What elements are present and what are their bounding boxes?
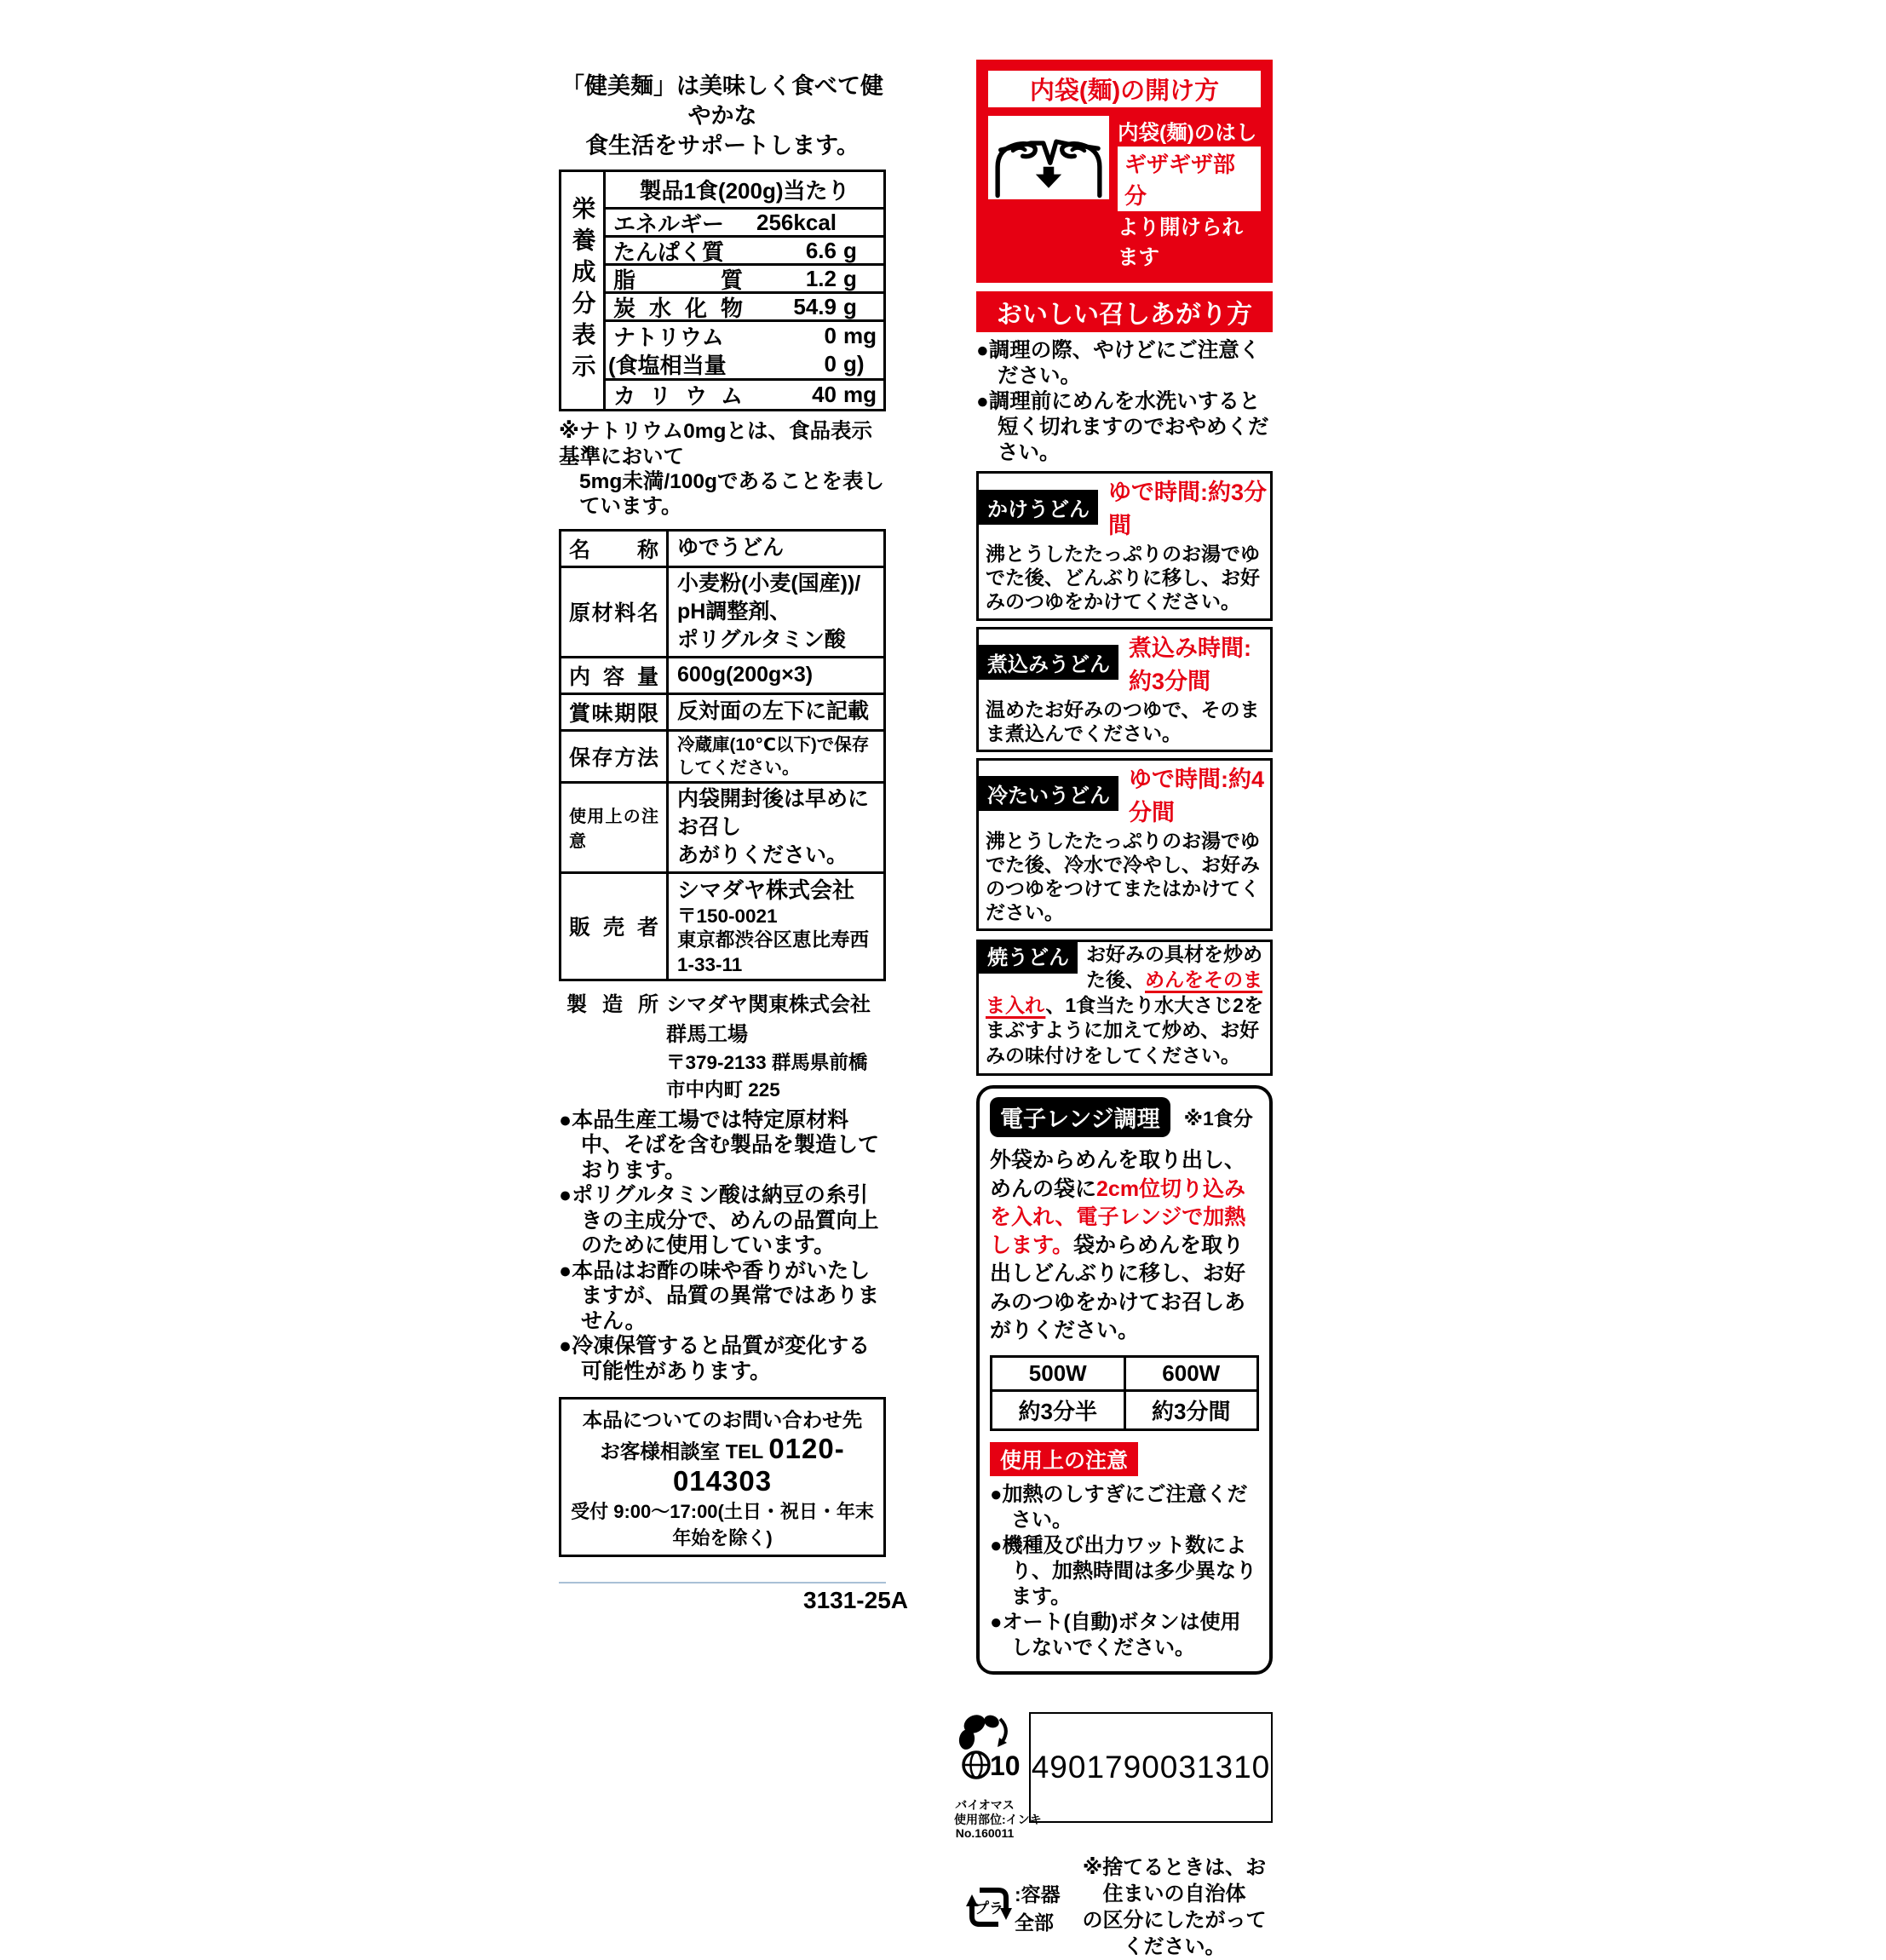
microwave-caution-red: ● オート(自動)ボタンは使用しないでください。 xyxy=(990,1610,1259,1661)
microwave-caution: ● 機種及び出力ワット数により、加熱時間は多少異なります。 xyxy=(990,1533,1259,1610)
microwave-caution: ● 加熱のしすぎにご注意ください。 xyxy=(990,1482,1259,1533)
microwave-serving-note: ※1食分 xyxy=(1183,1107,1253,1130)
heating-time: 約3分半 xyxy=(992,1391,1125,1430)
intro-line-1: 「健美麺」は美味しく食べて健やかな xyxy=(561,73,883,129)
jan-code: 4901790031310 xyxy=(1031,1750,1271,1785)
open-box-line-1: 内袋(麺)のはし xyxy=(1118,122,1257,145)
factory-info xyxy=(559,987,886,1102)
method-kake-udon xyxy=(976,471,1273,620)
biomass-number: 10 xyxy=(990,1750,1021,1781)
method-time: ゆで時間:約4分間 xyxy=(1129,766,1265,825)
open-box-line-2: より開けられます xyxy=(1118,216,1243,269)
list-item: ● 本品生産工場では特定原材料中、そばを含む製品を製造しております。 xyxy=(559,1108,886,1184)
method-name-badge: かけうどん xyxy=(979,490,1098,525)
plastic-recycle-icon xyxy=(966,1884,1012,1930)
nutrition-row-potassium: カリウム 40 mg xyxy=(613,382,877,410)
table-row-care: 使用上の注意 内袋開封後は早めにお召し あがりください。 xyxy=(561,784,883,874)
barcode-number-box xyxy=(1029,1712,1273,1823)
yaki-red-emphasis: めんをそのまま入れ xyxy=(986,968,1262,1016)
nutrition-side-label: 栄養成分表示 xyxy=(569,196,596,386)
nutrition-table xyxy=(559,170,886,411)
contact-hours: 受付 9:00〜17:00(土日・祝日・年末年始を除く) xyxy=(571,1501,874,1549)
sodium-note xyxy=(559,419,886,520)
biomass-logo-icon xyxy=(957,1712,1021,1794)
seller-name: シマダヤ株式会社 xyxy=(677,877,855,903)
microwave-instructions: 外袋からめんを取り出し、めんの袋に2cm位切り込みを入れ、電子レンジで加熱します。袋からめんを取り出しどんぶりに移し、お好みのつゆをかけてお召しあがりください。 xyxy=(990,1148,1246,1342)
method-name-badge: 煮込みうどん xyxy=(979,645,1118,680)
microwave-time-table xyxy=(990,1355,1259,1431)
serving-note: ● 調理の際、やけどにご注意ください。 xyxy=(976,338,1273,389)
nutrition-rows xyxy=(606,172,883,409)
list-item: ● 冷凍保管すると品質が変化する可能性があります。 xyxy=(559,1334,886,1384)
table-row-ingredients: 原材料名 小麦粉(小麦(国産))/ pH調整剤、 ポリグルタミン酸 xyxy=(561,568,883,658)
intro-line-2: 食生活をサポートします。 xyxy=(585,133,860,159)
pla-mark-text: プラ xyxy=(975,1900,1003,1917)
factory-company: シマダヤ関東株式会社 群馬工場 xyxy=(666,992,871,1046)
method-body: 沸とうしたたっぷりのお湯でゆでた後、冷水で冷やし、お好みのつゆをつけてまたはかけてください。 xyxy=(986,829,1260,923)
nutrition-row-salt: (食塩相当量 0 g) xyxy=(608,351,865,379)
nutrition-row-sodium: ナトリウム 0 mg xyxy=(613,323,877,351)
table-row-seller: 販売者 シマダヤ株式会社 〒150-0021 東京都渋谷区恵比寿西1-33-11 xyxy=(561,874,883,979)
inner-bag-open-box xyxy=(976,60,1273,283)
left-column xyxy=(559,72,908,1614)
contact-phone-line: お客様相談室 TEL 0120-014303 xyxy=(600,1433,845,1497)
heating-time: 約3分間 xyxy=(1124,1391,1258,1430)
print-code: 3131-25A xyxy=(803,1587,908,1614)
contact-title: 本品についてのお問い合わせ先 xyxy=(582,1409,863,1432)
method-nikomi-udon xyxy=(976,627,1273,752)
wattage-header: 500W xyxy=(992,1357,1125,1391)
microwave-title-badge: 電子レンジ調理 xyxy=(990,1097,1170,1137)
divider-line xyxy=(559,1582,886,1584)
microwave-caution-badge: 使用上の注意 xyxy=(990,1442,1138,1476)
list-item: ● ポリグルタミン酸は納豆の糸引きの主成分で、めんの品質向上のために使用しています。 xyxy=(559,1183,886,1259)
method-body: 沸とうしたたっぷりのお湯でゆでた後、どんぶりに移し、お好みのつゆをかけてください。 xyxy=(986,543,1260,613)
method-body: 温めたお好みのつゆで、そのまま煮込んでください。 xyxy=(986,698,1260,744)
table-row-expiry: 賞味期限 反対面の左下に記載 xyxy=(561,695,883,732)
microwave-red-emphasis: 2cm位切り込みを入れ、電子レンジで加熱します。 xyxy=(990,1176,1246,1257)
contact-box xyxy=(559,1397,886,1557)
disposal-note: ※捨てるときは、お住まいの自治体 の区分にしたがってください。 xyxy=(1082,1855,1267,1959)
nutrition-row-sodium-group xyxy=(606,322,883,381)
table-row-quantity: 内容量 600g(200g×3) xyxy=(561,658,883,695)
nutrition-row-protein: たんぱく質 6.6 g xyxy=(606,238,883,266)
open-box-title: 内袋(麺)の開け方 xyxy=(988,71,1261,107)
method-time: ゆで時間:約3分間 xyxy=(1108,480,1268,539)
method-yaki-udon: 焼うどん お好みの具材を炒めた後、めんをそのまま入れ、1食当たり水大さじ2をまぶすように加えて炒め、お好みの味付けをしてください。 xyxy=(976,940,1273,1076)
phone-number: 0120-014303 xyxy=(672,1433,845,1497)
open-box-highlight: ギザギザ部分 xyxy=(1118,147,1261,211)
nutrition-row-carb: 炭水化物 54.9 g xyxy=(606,294,883,322)
wattage-header: 600W xyxy=(1124,1357,1258,1391)
method-tsumetai-udon xyxy=(976,758,1273,931)
plastic-recycle-row xyxy=(966,1854,1273,1960)
intro-text xyxy=(559,72,886,161)
left-notes-list xyxy=(559,1108,886,1385)
pla-label: :容器全部 xyxy=(1015,1882,1061,1934)
serving-notes xyxy=(976,338,1273,465)
footer-row xyxy=(954,1712,1273,1841)
table-row-name: 名称 ゆでうどん xyxy=(561,532,883,568)
biomass-mark: 10 バイオマス 使用部位:インキ No.160011 xyxy=(954,1712,1015,1841)
factory-address: 〒379-2133 群馬県前橋市中内町 225 xyxy=(666,1051,868,1101)
sodium-note-line-2: 5mg未満/100gであることを表しています。 xyxy=(579,470,885,519)
list-item: ● 本品はお酢の味や香りがいたしますが、品質の異常ではありません。 xyxy=(559,1259,886,1335)
serving-note: ● 調理前にめんを水洗いすると短く切れますのでおやめください。 xyxy=(976,389,1273,466)
nutrition-header: 製品1食(200g)当たり xyxy=(606,172,883,210)
method-name-badge: 焼うどん xyxy=(979,942,1078,974)
factory-label: 製造所 xyxy=(566,992,658,1016)
hands-tearing-bag-icon xyxy=(988,116,1109,199)
sodium-note-line-1: ※ナトリウム0mgとは、食品表示基準において xyxy=(559,420,872,468)
table-row-storage: 保存方法 冷蔵庫(10℃以下)で保存してください。 xyxy=(561,732,883,784)
nutrition-row-fat: 脂質 1.2 g xyxy=(606,266,883,294)
product-info-table xyxy=(559,529,886,981)
microwave-box xyxy=(976,1085,1273,1675)
serving-banner: おいしい召しあがり方 xyxy=(976,291,1273,332)
nutrition-row-energy: エネルギー 256kcal xyxy=(606,210,883,238)
right-column xyxy=(954,60,1273,1960)
method-name-badge: 冷たいうどん xyxy=(979,776,1118,811)
microwave-cautions xyxy=(990,1482,1259,1661)
nutrition-side-label-cell xyxy=(561,172,606,409)
method-time: 煮込み時間:約3分間 xyxy=(1129,635,1251,694)
